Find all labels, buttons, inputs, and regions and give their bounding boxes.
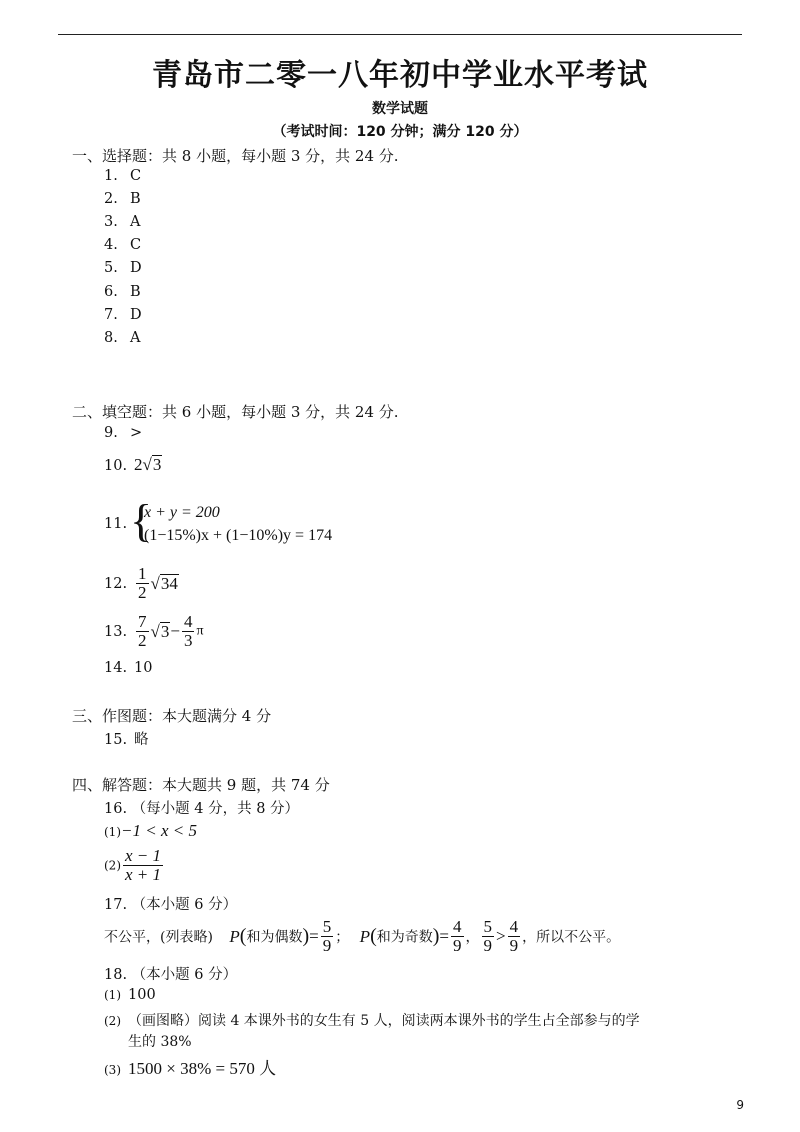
- answer-item: (2) $\frac{x - 1}{x + 1}$: [104, 846, 162, 884]
- answer-item: 不公平，(列表略) P(和为偶数)= $\frac{5}{9}$ ； P(和为奇数)= $\frac{4}{9}$ ， $\frac{5}{9}$ > $\frac{4}{9}$ ，所以不公平。: [104, 917, 621, 955]
- answer-item: 6. B: [104, 284, 141, 300]
- section-heading: 三、作图题：本大题满分 4 分: [72, 707, 272, 725]
- answer-item: 2. B: [104, 191, 141, 207]
- page-title: 青岛市二零一八年初中学业水平考试: [152, 58, 648, 93]
- section-heading: 四、解答题：本大题共 9 题，共 74 分: [72, 776, 330, 794]
- top-rule: [58, 34, 742, 35]
- page-number: 9: [736, 1098, 744, 1112]
- answer-item: 14. 10: [104, 660, 153, 676]
- answer-item: 3. A: [104, 214, 141, 230]
- answer-item: 11. { x + y = 200 (1−15%)x + (1−10%)y = 174: [104, 501, 332, 547]
- answer-item: 8. A: [104, 330, 141, 346]
- question-title: 17. （本小题 6 分）: [104, 897, 238, 913]
- answer-item: 7. D: [104, 307, 142, 323]
- answer-item: 12. $\frac{1}{2}$ √34: [104, 564, 178, 602]
- answer-item: 4. C: [104, 237, 142, 253]
- answer-item: 9. >: [104, 425, 143, 441]
- section-heading: 一、选择题：共 8 小题，每小题 3 分，共 24 分.: [72, 147, 399, 165]
- answer-item: 10. 2√3: [104, 455, 162, 474]
- answer-item: (1) 100: [104, 987, 156, 1003]
- exam-info: （考试时间：120 分钟；满分 120 分）: [272, 124, 528, 140]
- answer-item: (1)−1 < x < 5: [104, 821, 197, 840]
- answer-item: (2) （画图略）阅读 4 本课外书的女生有 5 人，阅读两本课外书的学生占全部参与的学: [104, 1013, 640, 1029]
- equation-system: { x + y = 200 (1−15%)x + (1−10%)y = 174: [134, 501, 332, 547]
- answer-item: 13. $\frac{7}{2}$ √3− $\frac{4}{3}$ π: [104, 612, 204, 650]
- answer-item: 1. C: [104, 168, 142, 184]
- answer-item: (3) 1500 × 38% = 570 人: [104, 1059, 277, 1078]
- answer-item: 15. 略: [104, 732, 149, 748]
- question-title: 18. （本小题 6 分）: [104, 967, 238, 983]
- question-title: 16. （每小题 4 分，共 8 分）: [104, 801, 300, 817]
- answer-item: 5. D: [104, 260, 142, 276]
- answer-continuation: 生的 38%: [128, 1034, 192, 1050]
- section-heading: 二、填空题：共 6 小题，每小题 3 分，共 24 分.: [72, 403, 399, 421]
- page-subtitle: 数学试题: [372, 101, 428, 117]
